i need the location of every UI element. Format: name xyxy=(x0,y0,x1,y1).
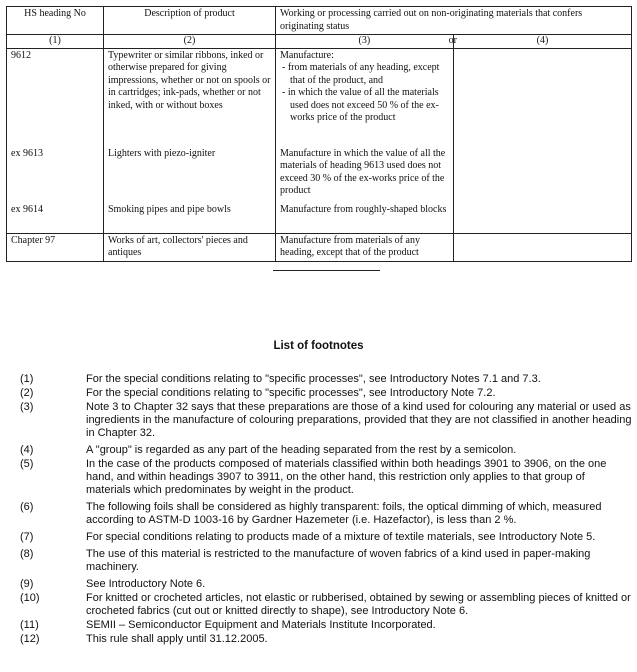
col-number-3: (3) xyxy=(358,35,371,46)
footnote-number: (12) xyxy=(20,633,40,645)
footnote-text: The following foils shall be considered as highly transparent: foils, the optical dimming of which, measured according to ASTM-D 1003-16 by Gardner Hazemeter (i.e. Hazefactor), is less than 2 %. xyxy=(86,501,602,526)
footnote-text: For the special conditions relating to "specific processes", see Introductory Notes 7.1 and 7.3. xyxy=(86,373,541,385)
footnote-item xyxy=(20,619,632,632)
row-process-9612 xyxy=(280,50,449,146)
row-heading-chapter97: Chapter 97 xyxy=(7,233,104,261)
process-line: Manufacture: xyxy=(280,49,334,61)
col-or-label: or xyxy=(448,35,457,46)
row-heading-9613: ex 9613 xyxy=(11,147,43,159)
footnote-number: (11) xyxy=(20,619,39,631)
footnote-item xyxy=(20,401,632,440)
process-line: - in which the value of all the materials used does not exceed 50 % of the ex-works price of the product xyxy=(282,87,439,123)
process-line: - from materials of any heading, except that of the product, and xyxy=(282,62,440,86)
footnote-number: (5) xyxy=(20,458,34,470)
footnote-item xyxy=(20,633,632,646)
rules-table xyxy=(6,6,632,262)
footnote-item xyxy=(20,548,632,574)
column-number-row xyxy=(7,35,632,49)
row-process-chapter97: Manufacture from materials of any heading, except that of the product xyxy=(276,233,454,261)
footnote-text: For special conditions relating to products made of a mixture of textile materials, see Introductory Note 5. xyxy=(86,531,596,543)
header-row xyxy=(7,7,632,35)
footnotes-title: List of footnotes xyxy=(273,340,364,352)
row-alt-process-empty xyxy=(454,48,632,233)
row-process-9614: Manufacture from roughly-shaped blocks xyxy=(280,203,447,215)
footnote-number: (2) xyxy=(20,387,34,399)
header-working-processing: Working or processing carried out on non-originating materials that confers originating status xyxy=(276,7,632,35)
col-number-2: (2) xyxy=(104,35,276,49)
footnote-number: (10) xyxy=(20,592,40,604)
row-process-9613: Manufacture in which the value of all the materials of heading 9613 used does not exceed 30 % of the ex-works price of the product xyxy=(280,147,446,196)
row-alt-process-chapter97 xyxy=(454,233,632,261)
footnote-text: This rule shall apply until 31.12.2005. xyxy=(86,633,268,645)
footnote-text: For the special conditions relating to "specific processes", see Introductory Note 7.2. xyxy=(86,387,496,399)
footnote-number: (1) xyxy=(20,373,34,385)
footnote-number: (8) xyxy=(20,548,34,560)
section-separator xyxy=(273,270,380,271)
footnote-number: (4) xyxy=(20,444,34,456)
row-heading-9614: ex 9614 xyxy=(11,203,43,215)
footnote-text: The use of this material is restricted to the manufacture of woven fabrics of a kind used in paper-making machinery. xyxy=(86,548,591,573)
row-heading-9612: 9612 xyxy=(11,49,31,61)
row-description-9612: Typewriter or similar ribbons, inked or otherwise prepared for giving impressions, whether or not on spools or in cartridges; ink-pads, whether or not inked, with or without boxes xyxy=(108,49,271,111)
header-description: Description of product xyxy=(104,7,276,35)
footnote-item xyxy=(20,531,632,544)
footnote-text: SEMII – Semiconductor Equipment and Materials Institute Incorporated. xyxy=(86,619,436,631)
footnote-number: (7) xyxy=(20,531,34,543)
footnote-text: See Introductory Note 6. xyxy=(86,578,206,590)
footnote-item xyxy=(20,373,632,386)
row-description-chapter97: Works of art, collectors' pieces and antiques xyxy=(104,233,276,261)
footnote-item xyxy=(20,501,632,527)
footnote-text: For knitted or crocheted articles, not elastic or rubberised, obtained by sewing or assembling pieces of knitted or crocheted fabrics (cut out or knitted directly to shape), see Introductory Note 6. xyxy=(86,592,631,617)
footnote-item xyxy=(20,458,632,497)
footnote-item xyxy=(20,444,632,457)
header-hs-heading: HS heading No xyxy=(7,7,104,35)
table-row xyxy=(7,233,632,261)
footnote-number: (9) xyxy=(20,578,34,590)
footnote-number: (6) xyxy=(20,501,34,513)
footnote-item xyxy=(20,387,632,400)
row-description-9614: Smoking pipes and pipe bowls xyxy=(108,203,231,215)
footnote-text: In the case of the products composed of materials classified within both headings 3901 to 3906, on the one hand, and within headings 3907 to 3911, on the other hand, this restriction only applies to that group of materials which predominates by weight in the product. xyxy=(86,458,607,496)
footnote-text: A "group" is regarded as any part of the heading separated from the rest by a semicolon. xyxy=(86,444,517,456)
footnote-item xyxy=(20,592,632,618)
footnote-item xyxy=(20,578,632,591)
col-number-4: (4) xyxy=(454,35,632,49)
row-description-9613: Lighters with piezo-igniter xyxy=(108,147,216,159)
footnotes-list xyxy=(20,373,632,647)
table-row xyxy=(7,48,632,233)
footnote-number: (3) xyxy=(20,401,34,413)
col-number-3-cell xyxy=(276,35,457,49)
col-number-1: (1) xyxy=(7,35,104,49)
footnote-text: Note 3 to Chapter 32 says that these preparations are those of a kind used for colouring any material or used as ingredients in the manufacture of colouring preparations, provided that they are not classified in another heading in Chapter 32. xyxy=(86,401,632,439)
